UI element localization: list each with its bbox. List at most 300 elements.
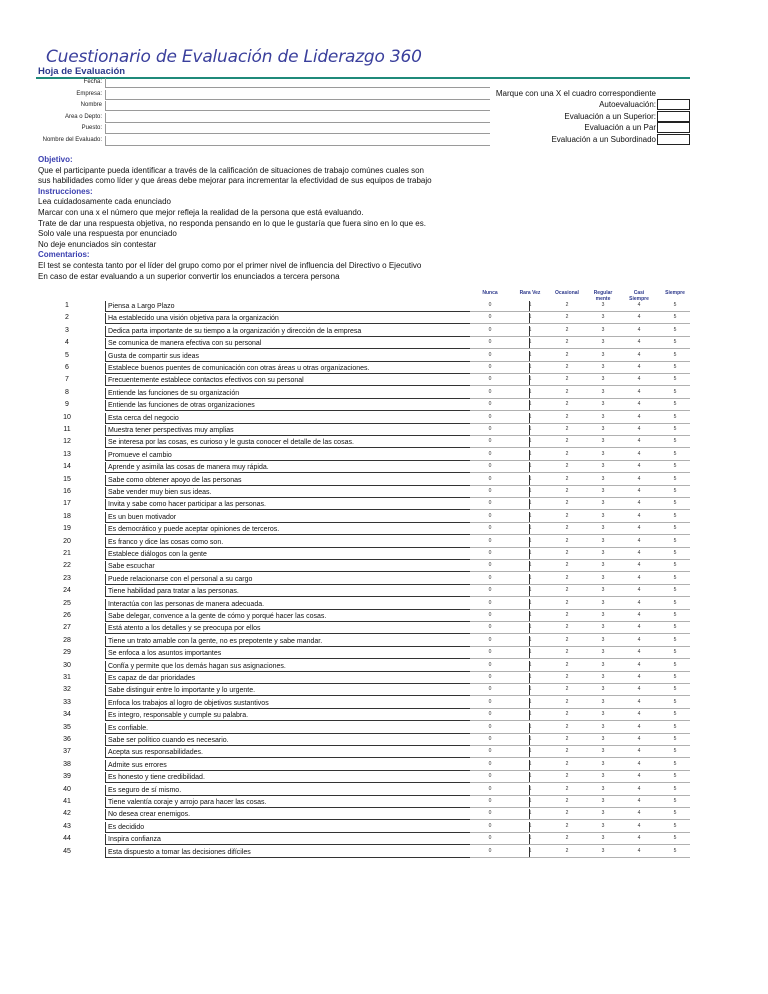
score-option[interactable]: 0 [488,364,492,370]
score-option[interactable]: 5 [673,835,677,842]
question-text: Muestra tener perspectivas muy amplias [105,425,530,436]
score-option[interactable]: 5 [673,574,677,581]
score-option[interactable]: 2 [565,649,569,656]
score-option[interactable]: 5 [673,636,677,643]
question-number: 5 [65,351,69,359]
score-option[interactable]: 2 [565,537,569,544]
score-option[interactable]: 1 [528,760,532,767]
score-option[interactable]: 4 [637,723,641,730]
score-option[interactable]: 1 [528,736,532,742]
score-option[interactable]: 1 [528,512,532,519]
score-option[interactable]: 2 [565,339,569,346]
score-option[interactable]: 2 [565,302,569,308]
score-option[interactable]: 4 [637,302,641,308]
score-option[interactable]: 4 [637,488,641,494]
score-option[interactable]: 5 [673,500,677,507]
score-option[interactable]: 3 [601,500,605,507]
score-option[interactable]: 5 [673,785,677,792]
score-option[interactable]: 5 [673,326,677,333]
score-option[interactable]: 1 [528,388,532,395]
score-option[interactable]: 2 [565,723,569,730]
score-option[interactable]: 0 [488,587,492,594]
score-option[interactable]: 3 [601,698,605,705]
score-option[interactable]: 1 [528,636,532,643]
score-option[interactable]: 4 [637,351,641,358]
score-option[interactable]: 3 [601,463,605,470]
score-option[interactable]: 2 [565,376,569,383]
score-option[interactable]: 2 [565,314,569,321]
score-option[interactable]: 2 [565,587,569,594]
score-option[interactable]: 4 [637,314,641,321]
score-option[interactable]: 5 [673,364,677,370]
score-option[interactable]: 0 [488,822,492,829]
score-option[interactable]: 0 [488,785,492,792]
question-text: No desea crear enemigos. [105,809,530,820]
score-option[interactable]: 2 [565,326,569,333]
score-option[interactable]: 0 [488,711,492,718]
score-option[interactable]: 4 [637,612,641,618]
score-option[interactable]: 3 [601,525,605,532]
score-option[interactable]: 2 [565,748,569,755]
score-option[interactable]: 0 [488,326,492,333]
score-option[interactable]: 1 [528,574,532,581]
score-option[interactable]: 5 [673,438,677,445]
score-option[interactable]: 1 [528,835,532,842]
score-option[interactable]: 3 [601,649,605,656]
score-option[interactable]: 0 [488,760,492,767]
field-input[interactable] [105,78,490,88]
score-option[interactable]: 1 [528,339,532,346]
score-option[interactable]: 3 [601,401,605,408]
score-option[interactable]: 1 [528,364,532,370]
field-input[interactable] [105,113,490,123]
score-option[interactable]: 5 [673,339,677,346]
score-option[interactable]: 4 [637,686,641,693]
score-option[interactable]: 3 [601,748,605,755]
score-option[interactable]: 3 [601,723,605,730]
score-option[interactable]: 0 [488,599,492,606]
score-option[interactable]: 3 [601,822,605,829]
score-option[interactable]: 3 [601,785,605,792]
score-option[interactable]: 0 [488,574,492,581]
score-option[interactable]: 3 [601,810,605,817]
score-option[interactable]: 0 [488,810,492,817]
score-option[interactable]: 4 [637,438,641,445]
score-option[interactable]: 3 [601,587,605,594]
score-option[interactable]: 2 [565,550,569,556]
score-option[interactable]: 3 [601,438,605,445]
score-option[interactable]: 2 [565,413,569,420]
mark-option-label: Evaluación a un Subordinado [551,134,656,144]
score-option[interactable]: 4 [637,835,641,842]
score-option[interactable]: 3 [601,426,605,432]
score-option[interactable]: 1 [528,463,532,470]
score-option[interactable]: 5 [673,388,677,395]
score-option[interactable]: 2 [565,364,569,370]
score-option[interactable]: 3 [601,661,605,668]
score-option[interactable]: 4 [637,711,641,718]
score-option[interactable]: 5 [673,401,677,408]
score-option[interactable]: 4 [637,376,641,383]
score-option[interactable]: 4 [637,550,641,556]
score-option[interactable]: 4 [637,736,641,742]
score-option[interactable]: 4 [637,847,641,854]
score-option[interactable]: 2 [565,525,569,532]
score-option[interactable]: 2 [565,711,569,718]
score-option[interactable]: 1 [528,450,532,457]
score-option[interactable]: 0 [488,488,492,494]
score-option[interactable]: 1 [528,376,532,383]
score-option[interactable]: 0 [488,636,492,643]
score-option[interactable]: 3 [601,314,605,321]
score-option[interactable]: 0 [488,773,492,780]
instrucciones-line: Trate de dar una respuesta objetiva, no responda pensando en lo que le gustaría que fuera sino en lo que es. [38,218,426,228]
score-option[interactable]: 4 [637,661,641,668]
score-option[interactable]: 5 [673,723,677,730]
score-option[interactable]: 1 [528,822,532,829]
score-option[interactable]: 4 [637,364,641,370]
score-option[interactable]: 5 [673,413,677,420]
score-option[interactable]: 2 [565,574,569,581]
score-option[interactable]: 3 [601,847,605,854]
score-option[interactable]: 0 [488,314,492,321]
score-option[interactable]: 1 [528,413,532,420]
score-option[interactable]: 0 [488,512,492,519]
score-option[interactable]: 2 [565,401,569,408]
score-option[interactable]: 0 [488,624,492,631]
score-option[interactable]: 1 [528,475,532,482]
score-option[interactable]: 3 [601,550,605,556]
score-option[interactable]: 5 [673,661,677,668]
score-option[interactable]: 2 [565,636,569,643]
score-option[interactable]: 1 [528,810,532,817]
score-option[interactable]: 5 [673,798,677,804]
question-number: 20 [63,537,71,545]
score-option[interactable]: 5 [673,711,677,718]
score-option[interactable]: 3 [601,326,605,333]
score-option[interactable]: 5 [673,760,677,767]
score-option[interactable]: 3 [601,760,605,767]
score-option[interactable]: 5 [673,562,677,569]
score-option[interactable]: 5 [673,376,677,383]
score-option[interactable]: 2 [565,661,569,668]
score-option[interactable]: 1 [528,537,532,544]
score-option[interactable]: 4 [637,326,641,333]
score-option[interactable]: 4 [637,500,641,507]
score-option[interactable]: 4 [637,413,641,420]
score-option[interactable]: 1 [528,587,532,594]
score-option[interactable]: 5 [673,612,677,618]
score-option[interactable]: 3 [601,450,605,457]
scale-header-0: Nunca [482,290,498,296]
score-option[interactable]: 0 [488,686,492,693]
score-option[interactable]: 3 [601,736,605,742]
score-option[interactable]: 0 [488,562,492,569]
score-option[interactable]: 4 [637,599,641,606]
score-option[interactable]: 3 [601,773,605,780]
score-option[interactable]: 3 [601,612,605,618]
score-option[interactable]: 3 [601,537,605,544]
score-option[interactable]: 5 [673,736,677,742]
score-option[interactable]: 0 [488,835,492,842]
field-input[interactable] [105,136,490,146]
score-option[interactable]: 1 [528,674,532,680]
score-option[interactable]: 3 [601,711,605,718]
score-option[interactable]: 2 [565,798,569,804]
score-option[interactable]: 5 [673,773,677,780]
score-option[interactable]: 4 [637,798,641,804]
score-option[interactable]: 4 [637,748,641,755]
score-option[interactable]: 0 [488,798,492,804]
score-option[interactable]: 3 [601,574,605,581]
score-option[interactable]: 0 [488,748,492,755]
mark-option-box[interactable] [657,134,690,145]
score-option[interactable]: 0 [488,736,492,742]
mark-option-box[interactable] [657,122,690,133]
score-option[interactable]: 4 [637,562,641,569]
question-number: 21 [63,550,71,557]
score-option[interactable]: 4 [637,760,641,767]
score-option[interactable]: 1 [528,785,532,792]
field-input[interactable] [105,124,490,134]
score-option[interactable]: 5 [673,537,677,544]
score-option[interactable]: 5 [673,351,677,358]
score-option[interactable]: 3 [601,686,605,693]
score-option[interactable]: 5 [673,512,677,519]
score-option[interactable]: 2 [565,810,569,817]
score-option[interactable]: 4 [637,822,641,829]
question-number: 19 [63,525,71,533]
score-option[interactable]: 0 [488,438,492,445]
instrucciones-heading: Instrucciones: [38,186,93,196]
score-option[interactable]: 2 [565,698,569,705]
score-option[interactable]: 3 [601,512,605,519]
score-option[interactable]: 4 [637,649,641,656]
score-option[interactable]: 0 [488,450,492,457]
score-option[interactable]: 2 [565,686,569,693]
mark-option-box[interactable] [657,99,690,110]
score-option[interactable]: 5 [673,550,677,556]
score-option[interactable]: 0 [488,723,492,730]
score-option[interactable]: 3 [601,351,605,358]
score-option[interactable]: 1 [528,525,532,532]
score-option[interactable]: 0 [488,649,492,656]
score-option[interactable]: 2 [565,612,569,618]
score-option[interactable]: 0 [488,339,492,346]
score-option[interactable]: 1 [528,426,532,432]
score-option[interactable]: 1 [528,500,532,507]
score-option[interactable]: 1 [528,748,532,755]
score-option[interactable]: 4 [637,512,641,519]
score-option[interactable]: 3 [601,562,605,569]
score-option[interactable]: 4 [637,475,641,482]
score-option[interactable]: 1 [528,599,532,606]
score-option[interactable]: 5 [673,748,677,755]
score-option[interactable]: 1 [528,711,532,718]
score-option[interactable]: 1 [528,438,532,445]
score-option[interactable]: 4 [637,450,641,457]
score-option[interactable]: 5 [673,450,677,457]
score-option[interactable]: 5 [673,488,677,494]
score-row-divider [470,621,690,622]
score-row-divider [470,844,690,845]
score-option[interactable]: 4 [637,426,641,432]
score-option[interactable]: 4 [637,574,641,581]
score-option[interactable]: 3 [601,599,605,606]
field-input[interactable] [105,101,490,111]
score-option[interactable]: 2 [565,847,569,854]
score-option[interactable]: 0 [488,401,492,408]
score-option[interactable]: 4 [637,401,641,408]
score-option[interactable]: 1 [528,351,532,358]
score-option[interactable]: 0 [488,674,492,680]
score-option[interactable]: 1 [528,314,532,321]
score-option[interactable]: 0 [488,537,492,544]
score-option[interactable]: 0 [488,525,492,532]
score-option[interactable]: 0 [488,612,492,618]
score-option[interactable]: 1 [528,773,532,780]
score-option[interactable]: 0 [488,463,492,470]
score-option[interactable]: 3 [601,475,605,482]
score-option[interactable]: 3 [601,364,605,370]
score-option[interactable]: 5 [673,624,677,631]
score-option[interactable]: 1 [528,661,532,668]
score-option[interactable]: 4 [637,537,641,544]
score-option[interactable]: 3 [601,388,605,395]
score-option[interactable]: 3 [601,339,605,346]
mark-option-box[interactable] [657,111,690,122]
score-option[interactable]: 2 [565,463,569,470]
score-option[interactable]: 5 [673,587,677,594]
score-option[interactable]: 4 [637,388,641,395]
score-option[interactable]: 1 [528,562,532,569]
score-option[interactable]: 5 [673,686,677,693]
score-option[interactable]: 3 [601,302,605,308]
score-option[interactable]: 4 [637,636,641,643]
score-option[interactable]: 1 [528,624,532,631]
score-option[interactable]: 3 [601,488,605,494]
score-option[interactable]: 2 [565,512,569,519]
score-option[interactable]: 5 [673,698,677,705]
score-option[interactable]: 5 [673,475,677,482]
score-option[interactable]: 1 [528,401,532,408]
score-option[interactable]: 1 [528,723,532,730]
score-option[interactable]: 3 [601,376,605,383]
score-option[interactable]: 2 [565,599,569,606]
score-option[interactable]: 0 [488,550,492,556]
question-number: 4 [65,339,69,347]
score-option[interactable]: 2 [565,835,569,842]
score-option[interactable]: 3 [601,624,605,631]
score-option[interactable]: 4 [637,674,641,680]
score-option[interactable]: 5 [673,525,677,532]
score-option[interactable]: 2 [565,624,569,631]
score-option[interactable]: 4 [637,624,641,631]
score-option[interactable]: 5 [673,314,677,321]
question-text: Ha establecido una visión objetiva para la organización [105,313,530,324]
score-option[interactable]: 5 [673,426,677,432]
score-option[interactable]: 0 [488,413,492,420]
score-option[interactable]: 4 [637,785,641,792]
score-option[interactable]: 1 [528,847,532,854]
score-option[interactable]: 3 [601,835,605,842]
score-option[interactable]: 4 [637,773,641,780]
score-option[interactable]: 1 [528,649,532,656]
score-option[interactable]: 1 [528,550,532,556]
score-option[interactable]: 2 [565,438,569,445]
score-option[interactable]: 1 [528,686,532,693]
score-option[interactable]: 4 [637,698,641,705]
score-option[interactable]: 1 [528,488,532,494]
question-number: 38 [63,760,71,768]
score-option[interactable]: 4 [637,463,641,470]
score-option[interactable]: 0 [488,698,492,705]
score-option[interactable]: 5 [673,649,677,656]
score-option[interactable]: 0 [488,500,492,507]
score-option[interactable]: 3 [601,413,605,420]
score-option[interactable]: 2 [565,562,569,569]
score-option[interactable]: 1 [528,612,532,618]
score-option[interactable]: 5 [673,847,677,854]
score-option[interactable]: 2 [565,426,569,432]
score-option[interactable]: 4 [637,810,641,817]
score-option[interactable]: 5 [673,822,677,829]
mark-option-label: Autoevaluación: [599,100,656,109]
score-option[interactable]: 5 [673,599,677,606]
score-option[interactable]: 0 [488,426,492,432]
score-option[interactable]: 2 [565,760,569,767]
score-option[interactable]: 1 [528,326,532,333]
score-option[interactable]: 0 [488,376,492,383]
mark-option-label: Evaluación a un Par [584,123,656,132]
score-option[interactable]: 0 [488,302,492,308]
score-option[interactable]: 5 [673,463,677,470]
score-option[interactable]: 2 [565,822,569,829]
score-option[interactable]: 5 [673,302,677,308]
question-text: Sabe ser político cuando es necesario. [105,735,530,746]
score-option[interactable]: 4 [637,525,641,532]
score-option[interactable]: 2 [565,500,569,507]
score-option[interactable]: 2 [565,674,569,680]
score-row-divider [470,646,690,647]
score-option[interactable]: 0 [488,388,492,395]
score-option[interactable]: 1 [528,302,532,308]
score-option[interactable]: 2 [565,450,569,457]
score-option[interactable]: 2 [565,785,569,792]
score-option[interactable]: 5 [673,674,677,680]
score-option[interactable]: 2 [565,736,569,742]
score-option[interactable]: 3 [601,798,605,804]
score-option[interactable]: 3 [601,636,605,643]
score-option[interactable]: 2 [565,388,569,395]
score-option[interactable]: 4 [637,587,641,594]
score-option[interactable]: 0 [488,475,492,482]
score-option[interactable]: 3 [601,674,605,680]
score-option[interactable]: 1 [528,698,532,705]
score-option[interactable]: 2 [565,773,569,780]
score-option[interactable]: 0 [488,661,492,668]
score-option[interactable]: 0 [488,351,492,358]
field-input[interactable] [105,90,490,100]
score-option[interactable]: 2 [565,351,569,358]
score-option[interactable]: 0 [488,847,492,854]
question-text: Se comunica de manera efectiva con su personal [105,338,530,349]
score-option[interactable]: 2 [565,475,569,482]
score-option[interactable]: 4 [637,339,641,346]
score-option[interactable]: 2 [565,488,569,494]
score-option[interactable]: 1 [528,798,532,804]
score-option[interactable]: 5 [673,810,677,817]
